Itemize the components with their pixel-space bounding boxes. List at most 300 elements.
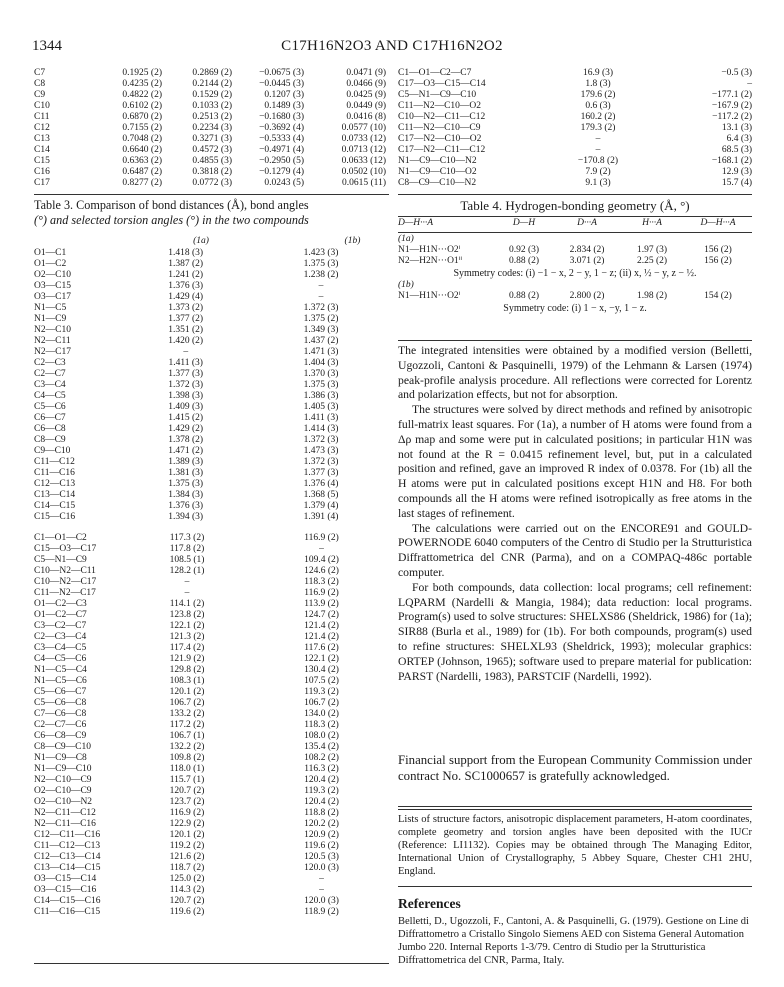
table-row bbox=[34, 490, 389, 501]
geometry-label: C3—C4—C5 bbox=[34, 643, 87, 653]
value-1b: 1.372 (3) bbox=[303, 303, 339, 313]
value-1a: 1.377 (2) bbox=[168, 314, 204, 324]
geometry-label: C12—C13—C14 bbox=[34, 852, 101, 862]
value-1b: 135.4 (2) bbox=[304, 742, 339, 752]
table-row bbox=[34, 68, 386, 79]
value-1b: – bbox=[319, 544, 324, 554]
table-row bbox=[34, 391, 389, 402]
value-1b: 120.0 (3) bbox=[304, 863, 339, 873]
atom-label: C16 bbox=[34, 167, 50, 177]
hbond-value: 0.88 (2) bbox=[508, 256, 540, 266]
value-1b: −168.1 (2) bbox=[711, 156, 752, 166]
value-1a: 1.375 (3) bbox=[168, 479, 204, 489]
experimental-text bbox=[398, 344, 752, 684]
hbond-label: N2—H2N···O1ⁱⁱ bbox=[398, 256, 463, 266]
value-1b: 130.4 (2) bbox=[304, 665, 339, 675]
value-1a: 125.0 (2) bbox=[169, 874, 205, 884]
geometry-label: O3—C15 bbox=[34, 281, 71, 291]
geometry-label: C2—C7—C6 bbox=[34, 720, 87, 730]
hbond-label: N1—H1N···O2ⁱ bbox=[398, 291, 461, 301]
z-value: −0.1680 (3) bbox=[259, 112, 304, 122]
table-row bbox=[34, 632, 389, 643]
geometry-label: C3—C2—C7 bbox=[34, 621, 87, 631]
value-1a: 123.8 (2) bbox=[169, 610, 205, 620]
value-1b: −0.5 (3) bbox=[721, 68, 752, 78]
hbond-value: 0.92 (3) bbox=[508, 245, 540, 255]
geometry-label: C6—C7 bbox=[34, 413, 66, 423]
references-heading: References bbox=[398, 896, 461, 911]
x-value: 0.8277 (2) bbox=[122, 178, 162, 188]
geometry-label: C4—C5 bbox=[34, 391, 66, 401]
value-1a: 1.471 (2) bbox=[168, 446, 204, 456]
torsion-label: C17—N2—C11—C12 bbox=[398, 145, 486, 155]
table-row bbox=[398, 291, 752, 302]
value-1a: – bbox=[595, 134, 601, 144]
value-1b: – bbox=[318, 292, 324, 302]
geometry-label: C10—N2—C17 bbox=[34, 577, 97, 587]
value-1a: 116.9 (2) bbox=[169, 808, 205, 818]
paragraph: The integrated intensities were obtained by a modified version (Belletti, Ugozzoli, Cantoni & Pasquinelli, 1979) of the Lehmann & Larsen (1974) peak-profile analysis procedure. All reflections were corrected for Lorentz and polarization effects, but not for absorption. bbox=[398, 344, 752, 402]
value-1b: 1.414 (3) bbox=[303, 424, 339, 434]
geometry-label: O3—C15—C16 bbox=[34, 885, 97, 895]
table-row bbox=[34, 830, 389, 841]
z-value: −0.3692 (4) bbox=[259, 123, 304, 133]
value-1b: 120.4 (2) bbox=[304, 775, 339, 785]
table-row bbox=[34, 380, 389, 391]
geometry-label: O2—C10—N2 bbox=[34, 797, 93, 807]
reference-entry bbox=[398, 915, 752, 967]
y-value: 0.2144 (2) bbox=[192, 79, 232, 89]
geometry-label: N2—C10 bbox=[34, 325, 71, 335]
value-1a: 160.2 (2) bbox=[580, 112, 616, 122]
value-1b: 118.8 (2) bbox=[304, 808, 339, 818]
table-row bbox=[34, 90, 386, 101]
table4-header: D—H···A bbox=[398, 218, 434, 228]
y-value: 0.3271 (3) bbox=[192, 134, 232, 144]
table-row bbox=[34, 874, 389, 885]
value-1a: 1.429 (2) bbox=[168, 424, 204, 434]
value-1b: 120.2 (2) bbox=[304, 819, 339, 829]
z-value: −0.0445 (3) bbox=[259, 79, 304, 89]
table-row bbox=[398, 145, 752, 156]
value-1a: 0.6 (3) bbox=[585, 101, 611, 111]
value-1a: 1.387 (2) bbox=[168, 259, 204, 269]
table-row bbox=[34, 123, 386, 134]
value-1b: 1.471 (3) bbox=[303, 347, 339, 357]
value-1a: 9.1 (3) bbox=[585, 178, 611, 188]
value-1b: 117.6 (2) bbox=[304, 643, 339, 653]
z-value: 0.1489 (3) bbox=[264, 101, 304, 111]
table-row bbox=[34, 907, 389, 918]
value-1a: 119.2 (2) bbox=[169, 841, 205, 851]
value-1b: 1.405 (3) bbox=[303, 402, 339, 412]
value-1b: 1.377 (3) bbox=[303, 468, 339, 478]
x-value: 0.6487 (2) bbox=[122, 167, 162, 177]
table-row bbox=[34, 753, 389, 764]
table-row bbox=[398, 68, 752, 79]
geometry-label: N2—C11 bbox=[34, 336, 71, 346]
ueq-value: 0.0633 (12) bbox=[341, 156, 386, 166]
geometry-label: C2—C7 bbox=[34, 369, 66, 379]
table-row bbox=[34, 885, 389, 896]
value-1b: −177.1 (2) bbox=[711, 90, 752, 100]
value-1b: 1.349 (3) bbox=[303, 325, 339, 335]
y-value: 0.4572 (3) bbox=[192, 145, 232, 155]
table-row bbox=[34, 665, 389, 676]
value-1a: 123.7 (2) bbox=[169, 797, 205, 807]
table-row bbox=[34, 599, 389, 610]
value-1a: 122.1 (2) bbox=[169, 621, 205, 631]
table-row bbox=[34, 610, 389, 621]
value-1a: 115.7 (1) bbox=[169, 775, 205, 785]
torsion-label: C5—N1—C9—C10 bbox=[398, 90, 477, 100]
rule bbox=[398, 886, 752, 887]
value-1a: 1.376 (3) bbox=[168, 281, 204, 291]
table-row bbox=[34, 292, 389, 303]
atom-label: C11 bbox=[34, 112, 50, 122]
geometry-label: C5—C6—C7 bbox=[34, 687, 87, 697]
table-row bbox=[398, 245, 752, 256]
y-value: 0.2234 (3) bbox=[192, 123, 232, 133]
y-value: 0.1529 (2) bbox=[192, 90, 232, 100]
hbond-value: 3.071 (2) bbox=[569, 256, 605, 266]
hbond-value: 156 (2) bbox=[704, 245, 732, 255]
z-value: −0.0675 (3) bbox=[259, 68, 304, 78]
table-row bbox=[34, 156, 386, 167]
torsion-table bbox=[398, 68, 752, 189]
value-1a: 121.9 (2) bbox=[169, 654, 205, 664]
x-value: 0.6640 (2) bbox=[122, 145, 162, 155]
value-1a: – bbox=[595, 145, 601, 155]
ueq-value: 0.0449 (9) bbox=[346, 101, 386, 111]
hbond-value: 2.800 (2) bbox=[569, 291, 605, 301]
geometry-label: C7—C6—C8 bbox=[34, 709, 87, 719]
ueq-value: 0.0425 (9) bbox=[346, 90, 386, 100]
geometry-label: C10—N2—C11 bbox=[34, 566, 96, 576]
value-1a: 117.3 (2) bbox=[169, 533, 205, 543]
table-row bbox=[34, 178, 386, 189]
torsion-label: C10—N2—C11—C12 bbox=[398, 112, 486, 122]
value-1b: 1.437 (2) bbox=[303, 336, 339, 346]
value-1b: 1.379 (4) bbox=[303, 501, 339, 511]
value-1a: 1.381 (3) bbox=[168, 468, 204, 478]
value-1b: 1.473 (3) bbox=[303, 446, 339, 456]
value-1b: 119.3 (2) bbox=[304, 687, 339, 697]
table4-header: D···A bbox=[577, 218, 597, 228]
table-row bbox=[34, 588, 389, 599]
reference-text: Belletti, D., Ugozzoli, F., Cantoni, A. & Pasquinelli, G. (1979). Gestione on Line di Diffrattometro a Cristallo Singolo Siemens AED con Sistema General Automation Jumbo 220. Internal Reports 1-3/79. Centro di Studio per la Strutturistica Diffrattometrica del CNR, Parma, Italy. bbox=[398, 916, 749, 966]
geometry-label: N2—C17 bbox=[34, 347, 71, 357]
table-row bbox=[34, 533, 389, 544]
geometry-label: O3—C17 bbox=[34, 292, 71, 302]
paragraph: The calculations were carried out on the ENCORE91 and GOULD-POWERNODE 6040 computers of the Centro di Studio per la Strutturistica Diffrattometrica del CNR (Parma), and on a COMPAQ-486c portable computer. bbox=[398, 521, 752, 579]
torsion-label: C1—O1—C2—C7 bbox=[398, 68, 472, 78]
table-row bbox=[34, 479, 389, 490]
geometry-label: C14—C15—C16 bbox=[34, 896, 101, 906]
rule bbox=[398, 232, 752, 233]
table-row bbox=[34, 742, 389, 753]
torsion-label: N1—C9—C10—N2 bbox=[398, 156, 477, 166]
value-1b: 1.375 (3) bbox=[303, 380, 339, 390]
table-row bbox=[34, 79, 386, 90]
value-1a: 1.394 (3) bbox=[168, 512, 204, 522]
value-1a: −170.8 (2) bbox=[577, 156, 619, 166]
ueq-value: 0.0577 (10) bbox=[341, 123, 386, 133]
geometry-label: C13—C14—C15 bbox=[34, 863, 101, 873]
hbond-value: 2.25 (2) bbox=[636, 256, 668, 266]
geometry-label: C12—C13 bbox=[34, 479, 76, 489]
value-1a: 7.9 (2) bbox=[585, 167, 611, 177]
coordinate-table bbox=[34, 68, 386, 189]
value-1b: 1.404 (3) bbox=[303, 358, 339, 368]
table-row bbox=[34, 720, 389, 731]
rule bbox=[398, 806, 752, 807]
value-1b: 118.3 (2) bbox=[304, 577, 339, 587]
value-1b: 121.4 (2) bbox=[304, 621, 339, 631]
table-row bbox=[34, 775, 389, 786]
rule bbox=[398, 216, 752, 217]
table-row bbox=[34, 786, 389, 797]
value-1a: 1.415 (2) bbox=[168, 413, 204, 423]
geometry-label: C11—C12 bbox=[34, 457, 75, 467]
value-1a: 120.1 (2) bbox=[169, 830, 205, 840]
geometry-label: N1—C5—C6 bbox=[34, 676, 87, 686]
geometry-label: N2—C10—C9 bbox=[34, 775, 92, 785]
value-1b: 1.372 (3) bbox=[303, 457, 339, 467]
value-1b: 1.376 (4) bbox=[303, 479, 339, 489]
value-1b: 120.4 (2) bbox=[304, 797, 339, 807]
table4-header: D—H···A bbox=[700, 218, 736, 228]
x-value: 0.4822 (2) bbox=[122, 90, 162, 100]
value-1a: 129.8 (2) bbox=[169, 665, 205, 675]
table3-caption-line1: Table 3. Comparison of bond distances (Å), bond angles bbox=[34, 198, 309, 212]
value-1a: 1.351 (2) bbox=[168, 325, 204, 335]
table-row bbox=[398, 256, 752, 267]
atom-label: C8 bbox=[34, 79, 46, 89]
value-1a: 117.2 (2) bbox=[169, 720, 205, 730]
funding-acknowledgement: Financial support from the European Community Commission under contract No. SC1000657 is gratefully acknowledged. bbox=[398, 753, 752, 783]
paragraph: For both compounds, data collection: local programs; cell refinement: LQPARM (Nardelli & Mangia, 1984); data reduction: local programs. Program(s) used to solve structures: SHELXS86 (Sheldrick, 1986) for (1a); SIR88 (Burla et al., 1989) for (1b). For both compounds, program(s) used to refine structures: SHELXL93 (Sheldrick, 1993); molecular graphics: ORTEP (Johnson, 1965); software used to prepare material for publication: PARST (Nardelli, 1983), PARSTCIF (Nardelli, 1992). bbox=[398, 580, 752, 683]
value-1a: 118.7 (2) bbox=[169, 863, 205, 873]
geometry-label: C15—C16 bbox=[34, 512, 76, 522]
table-row bbox=[34, 863, 389, 874]
table3-col-1b: (1b) bbox=[344, 236, 361, 246]
value-1a: 120.7 (2) bbox=[169, 896, 205, 906]
table-row bbox=[398, 156, 752, 167]
geometry-label: C4—C5—C6 bbox=[34, 654, 87, 664]
table3-col-1a: (1a) bbox=[193, 236, 209, 246]
value-1b: 1.386 (3) bbox=[303, 391, 339, 401]
table-row bbox=[398, 123, 752, 134]
geometry-label: N1—C5—C4 bbox=[34, 665, 87, 675]
value-1b: 1.423 (3) bbox=[303, 248, 339, 258]
geometry-label: O1—C2 bbox=[34, 259, 67, 269]
value-1a: 1.372 (3) bbox=[168, 380, 204, 390]
value-1b: 122.1 (2) bbox=[304, 654, 339, 664]
table-row bbox=[34, 544, 389, 555]
ueq-value: 0.0733 (12) bbox=[341, 134, 386, 144]
geometry-label: N1—C9—C10 bbox=[34, 764, 92, 774]
value-1b: 108.0 (2) bbox=[304, 731, 339, 741]
table4-header: D—H bbox=[512, 218, 536, 228]
table-row bbox=[34, 501, 389, 512]
value-1b: 120.5 (3) bbox=[304, 852, 339, 862]
table-row bbox=[34, 112, 386, 123]
rule bbox=[34, 194, 389, 195]
rule bbox=[398, 194, 752, 195]
table4 bbox=[398, 218, 752, 229]
atom-label: C12 bbox=[34, 123, 50, 133]
x-value: 0.7048 (2) bbox=[122, 134, 162, 144]
table-row bbox=[398, 101, 752, 112]
running-title: C17H16N2O3 AND C17H16N2O2 bbox=[281, 38, 503, 54]
geometry-label: N2—C11—C16 bbox=[34, 819, 96, 829]
value-1b: 12.9 (3) bbox=[721, 167, 752, 177]
table-row bbox=[398, 167, 752, 178]
geometry-label: N1—C9 bbox=[34, 314, 67, 324]
value-1a: 114.3 (2) bbox=[169, 885, 205, 895]
x-value: 0.6102 (2) bbox=[122, 101, 162, 111]
geometry-label: C11—C16—C15 bbox=[34, 907, 101, 917]
torsion-label: C11—N2—C10—O2 bbox=[398, 101, 482, 111]
y-value: 0.0772 (3) bbox=[192, 178, 232, 188]
value-1a: 117.8 (2) bbox=[169, 544, 205, 554]
value-1a: 121.6 (2) bbox=[169, 852, 205, 862]
table-row bbox=[34, 358, 389, 369]
value-1a: 179.6 (2) bbox=[580, 90, 616, 100]
value-1a: – bbox=[184, 588, 190, 598]
value-1b: – bbox=[319, 874, 324, 884]
torsion-label: C17—O3—C15—C14 bbox=[398, 79, 486, 89]
table-row bbox=[34, 457, 389, 468]
table3-caption bbox=[34, 198, 389, 228]
geometry-label: O2—C10—C9 bbox=[34, 786, 92, 796]
table-row bbox=[34, 764, 389, 775]
value-1b: 108.2 (2) bbox=[304, 753, 339, 763]
ueq-value: 0.0502 (10) bbox=[341, 167, 386, 177]
atom-label: C9 bbox=[34, 90, 46, 100]
value-1b: −117.2 (2) bbox=[712, 112, 752, 122]
value-1b: 116.9 (2) bbox=[304, 588, 339, 598]
table-row bbox=[34, 577, 389, 588]
geometry-label: N1—C9—C8 bbox=[34, 753, 87, 763]
value-1b: 1.370 (3) bbox=[303, 369, 339, 379]
value-1b: 119.3 (2) bbox=[304, 786, 339, 796]
table-row bbox=[34, 841, 389, 852]
geometry-label: C11—C12—C13 bbox=[34, 841, 101, 851]
geometry-label: C14—C15 bbox=[34, 501, 76, 511]
value-1b: 109.4 (2) bbox=[304, 555, 339, 565]
geometry-label: C5—C6—C8 bbox=[34, 698, 87, 708]
value-1b: 120.9 (2) bbox=[304, 830, 339, 840]
value-1a: 133.2 (2) bbox=[169, 709, 205, 719]
value-1b: 1.375 (2) bbox=[303, 314, 339, 324]
page-number: 1344 bbox=[32, 38, 62, 54]
table-row bbox=[34, 731, 389, 742]
atom-label: C13 bbox=[34, 134, 50, 144]
value-1a: 1.378 (2) bbox=[168, 435, 204, 445]
ueq-value: 0.0466 (9) bbox=[346, 79, 386, 89]
geometry-label: C8—C9—C10 bbox=[34, 742, 92, 752]
table-row bbox=[34, 134, 386, 145]
value-1a: 1.411 (3) bbox=[168, 358, 203, 368]
geometry-label: C5—N1—C9 bbox=[34, 555, 87, 565]
table-row bbox=[34, 819, 389, 830]
table-row bbox=[34, 852, 389, 863]
table-row bbox=[34, 314, 389, 325]
value-1a: 16.9 (3) bbox=[582, 68, 614, 78]
value-1a: 128.2 (1) bbox=[169, 566, 205, 576]
torsion-label: C17—N2—C10—O2 bbox=[398, 134, 482, 144]
value-1b: 15.7 (4) bbox=[721, 178, 752, 188]
table-row bbox=[34, 259, 389, 270]
geometry-label: O1—C2—C3 bbox=[34, 599, 87, 609]
value-1b: 1.368 (5) bbox=[303, 490, 339, 500]
table-row bbox=[34, 896, 389, 907]
geometry-label: O2—C10 bbox=[34, 270, 71, 280]
value-1b: 1.391 (4) bbox=[303, 512, 339, 522]
table-row bbox=[34, 281, 389, 292]
table-row bbox=[34, 369, 389, 380]
geometry-label: C11—N2—C17 bbox=[34, 588, 96, 598]
value-1b: 6.4 (3) bbox=[726, 134, 752, 144]
geometry-label: C1—O1—C2 bbox=[34, 533, 87, 543]
value-1b: – bbox=[747, 79, 752, 89]
value-1a: 1.8 (3) bbox=[585, 79, 611, 89]
x-value: 0.4235 (2) bbox=[122, 79, 162, 89]
value-1a: 1.429 (4) bbox=[168, 292, 204, 302]
geometry-label: O3—C15—C14 bbox=[34, 874, 97, 884]
y-value: 0.4855 (3) bbox=[192, 156, 232, 166]
atom-label: C10 bbox=[34, 101, 50, 111]
x-value: 0.6363 (2) bbox=[122, 156, 162, 166]
table4-body bbox=[398, 234, 752, 315]
geometry-label: C8—C9 bbox=[34, 435, 66, 445]
table4-label-1a: (1a) bbox=[398, 234, 414, 244]
ueq-value: 0.0615 (11) bbox=[342, 178, 386, 188]
value-1a: 132.2 (2) bbox=[169, 742, 205, 752]
table4-header: H···A bbox=[642, 218, 662, 228]
geometry-label: N2—C11—C12 bbox=[34, 808, 96, 818]
table4-symmetry-1b: Symmetry code: (i) 1 − x, −y, 1 − z. bbox=[503, 303, 647, 314]
ueq-value: 0.0713 (12) bbox=[341, 145, 386, 155]
table-row bbox=[34, 101, 386, 112]
table-row bbox=[34, 698, 389, 709]
table-row bbox=[398, 90, 752, 101]
table4-caption: Table 4. Hydrogen-bonding geometry (Å, °) bbox=[460, 198, 690, 213]
ueq-value: 0.0471 (9) bbox=[346, 68, 386, 78]
table3-caption-line2: (°) and selected torsion angles (°) in the two compounds bbox=[34, 213, 309, 227]
geometry-label: C12—C11—C16 bbox=[34, 830, 101, 840]
paragraph: The structures were solved by direct methods and refined by anisotropic full-matrix least squares. For (1a), a number of H atoms were found from a Δρ map and some were put in calculated positions; in particular H1N was not found at the R = 0.0415 refinement level, but, put in a calculated position and refined, gave an improved R index of 0.0378. For (1b) all the H atoms were put in calculated positions except H1N and H8. For both compounds all the H atoms were refined isotropically as free atoms in the last stages of refinement. bbox=[398, 403, 752, 520]
y-value: 0.3818 (2) bbox=[192, 167, 232, 177]
table-row bbox=[34, 808, 389, 819]
value-1b: 134.0 (2) bbox=[304, 709, 339, 719]
value-1b: 13.1 (3) bbox=[721, 123, 752, 133]
value-1b: 124.6 (2) bbox=[304, 566, 339, 576]
value-1b: 116.9 (2) bbox=[304, 533, 339, 543]
geometry-label: C15—O3—C17 bbox=[34, 544, 97, 554]
value-1b: 118.9 (2) bbox=[304, 907, 339, 917]
z-value: −0.2950 (5) bbox=[259, 156, 304, 166]
z-value: 0.0243 (5) bbox=[264, 178, 304, 188]
value-1b: 116.3 (2) bbox=[304, 764, 339, 774]
z-value: −0.5333 (4) bbox=[259, 134, 304, 144]
geometry-label: C9—C10 bbox=[34, 446, 71, 456]
x-value: 0.1925 (2) bbox=[122, 68, 162, 78]
table-row bbox=[34, 687, 389, 698]
value-1a: 1.373 (2) bbox=[168, 303, 204, 313]
